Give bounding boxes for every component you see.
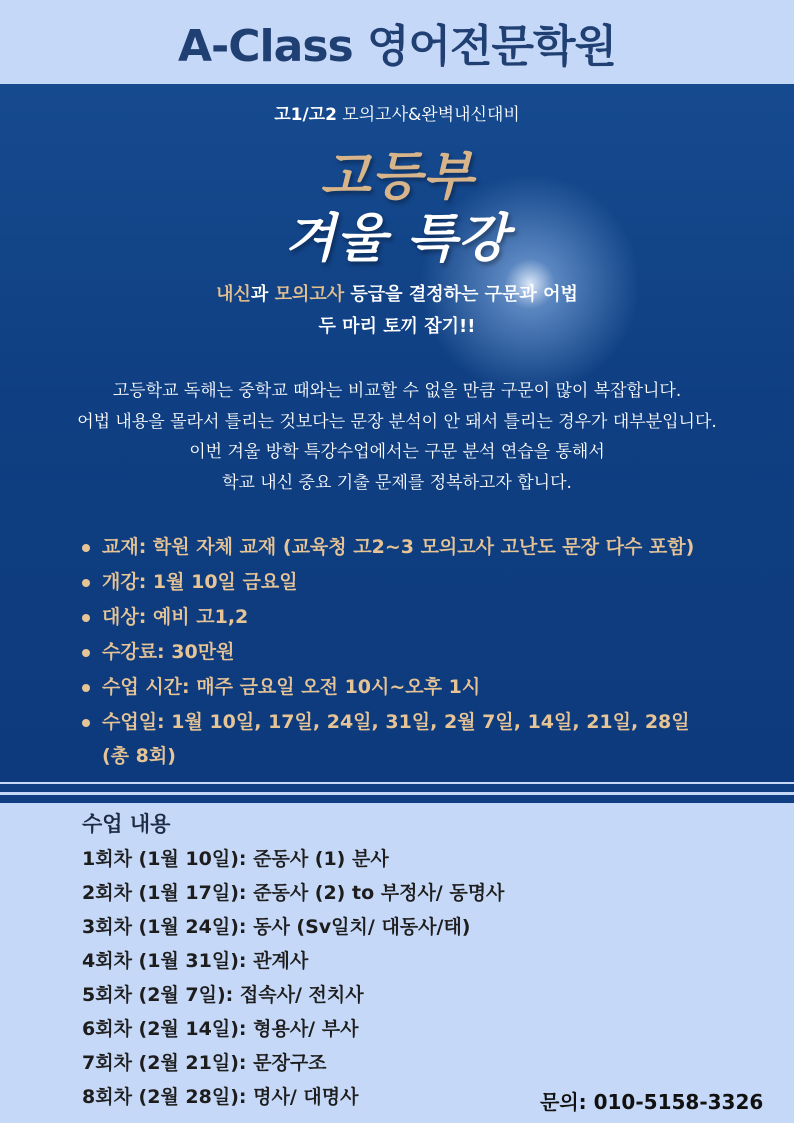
description-line: 이번 겨울 방학 특강수업에서는 구문 분석 연습을 통해서 — [189, 442, 605, 462]
detail-text: 대상: 예비 고1,2 — [102, 606, 249, 628]
detail-class-dates — [82, 705, 772, 773]
tagline-line2: 두 마리 토끼 잡기!! — [318, 316, 476, 337]
course-details-list — [82, 530, 772, 773]
hero-banner — [0, 84, 794, 782]
tagline-line1 — [0, 280, 794, 306]
bullet-dot-icon — [82, 544, 90, 552]
page-title: A-Class 영어전문학원 — [177, 21, 617, 72]
headline-line1: 고등부 — [320, 147, 474, 207]
curriculum-section — [82, 806, 682, 1114]
tagline-highlight-naesin: 내신 — [216, 284, 251, 305]
session-item: 6회차 (2월 14일): 형용사/ 부사 — [82, 1018, 359, 1040]
divider-stripe — [0, 795, 794, 803]
bullet-dot-icon — [82, 579, 90, 587]
session-item: 3회차 (1월 24일): 동사 (Sv일치/ 대동사/태) — [82, 916, 471, 938]
tagline-connector: 과 — [250, 284, 275, 305]
detail-text: 개강: 1월 10일 금요일 — [102, 571, 298, 593]
detail-start-date — [82, 565, 772, 600]
bullet-dot-icon — [82, 684, 90, 692]
session-item: 8회차 (2월 28일): 명사/ 대명사 — [82, 1086, 359, 1108]
session-item: 5회차 (2월 7일): 접속사/ 전치사 — [82, 984, 364, 1006]
description-line: 학교 내신 중요 기출 문제를 정복하고자 합니다. — [222, 472, 572, 493]
detail-text: 수업일: 1월 10일, 17일, 24일, 31일, 2월 7일, 14일, 21일, 28일 — [102, 711, 690, 733]
curriculum-heading: 수업 내용 — [82, 812, 171, 836]
description-line: 어법 내용을 몰라서 틀리는 것보다는 문장 분석이 안 돼서 틀리는 경우가 대부분입니다. — [77, 411, 717, 432]
bullet-dot-icon — [82, 719, 90, 727]
session-item: 2회차 (1월 17일): 준동사 (2) to 부정사/ 동명사 — [82, 882, 505, 904]
description — [0, 376, 794, 498]
divider-stripe — [0, 784, 794, 792]
description-line: 고등학교 독해는 중학교 때와는 비교할 수 없을 만큼 구문이 많이 복잡합니다. — [112, 381, 682, 401]
detail-class-time — [82, 670, 772, 705]
contact-phone: 문의: 010-5158-3326 — [540, 1090, 764, 1114]
hero-subtitle — [0, 100, 794, 125]
detail-text-total: (총 8회) — [102, 745, 176, 767]
session-item: 1회차 (1월 10일): 준동사 (1) 분사 — [82, 848, 389, 870]
tagline-highlight-mock-exam: 모의고사 — [274, 284, 345, 305]
bullet-dot-icon — [82, 649, 90, 657]
subtitle-grades: 고1/고2 — [274, 105, 337, 125]
subtitle-text: 모의고사&완벽내신대비 — [336, 105, 520, 125]
detail-text: 수업 시간: 매주 금요일 오전 10시~오후 1시 — [102, 676, 481, 698]
detail-text: 수강료: 30만원 — [102, 641, 235, 663]
session-item: 4회차 (1월 31일): 관계사 — [82, 950, 309, 972]
tagline-rest: 등급을 결정하는 구문과 어법 — [344, 284, 578, 305]
headline-line2: 겨울 특강 — [284, 209, 510, 269]
detail-target — [82, 600, 772, 635]
session-item: 7회차 (2월 21일): 문장구조 — [82, 1052, 327, 1074]
detail-tuition — [82, 635, 772, 670]
detail-text: 교재: 학원 자체 교재 (교육청 고2~3 모의고사 고난도 문장 다수 포함) — [102, 536, 695, 558]
detail-textbook — [82, 530, 772, 565]
bullet-dot-icon — [82, 614, 90, 622]
